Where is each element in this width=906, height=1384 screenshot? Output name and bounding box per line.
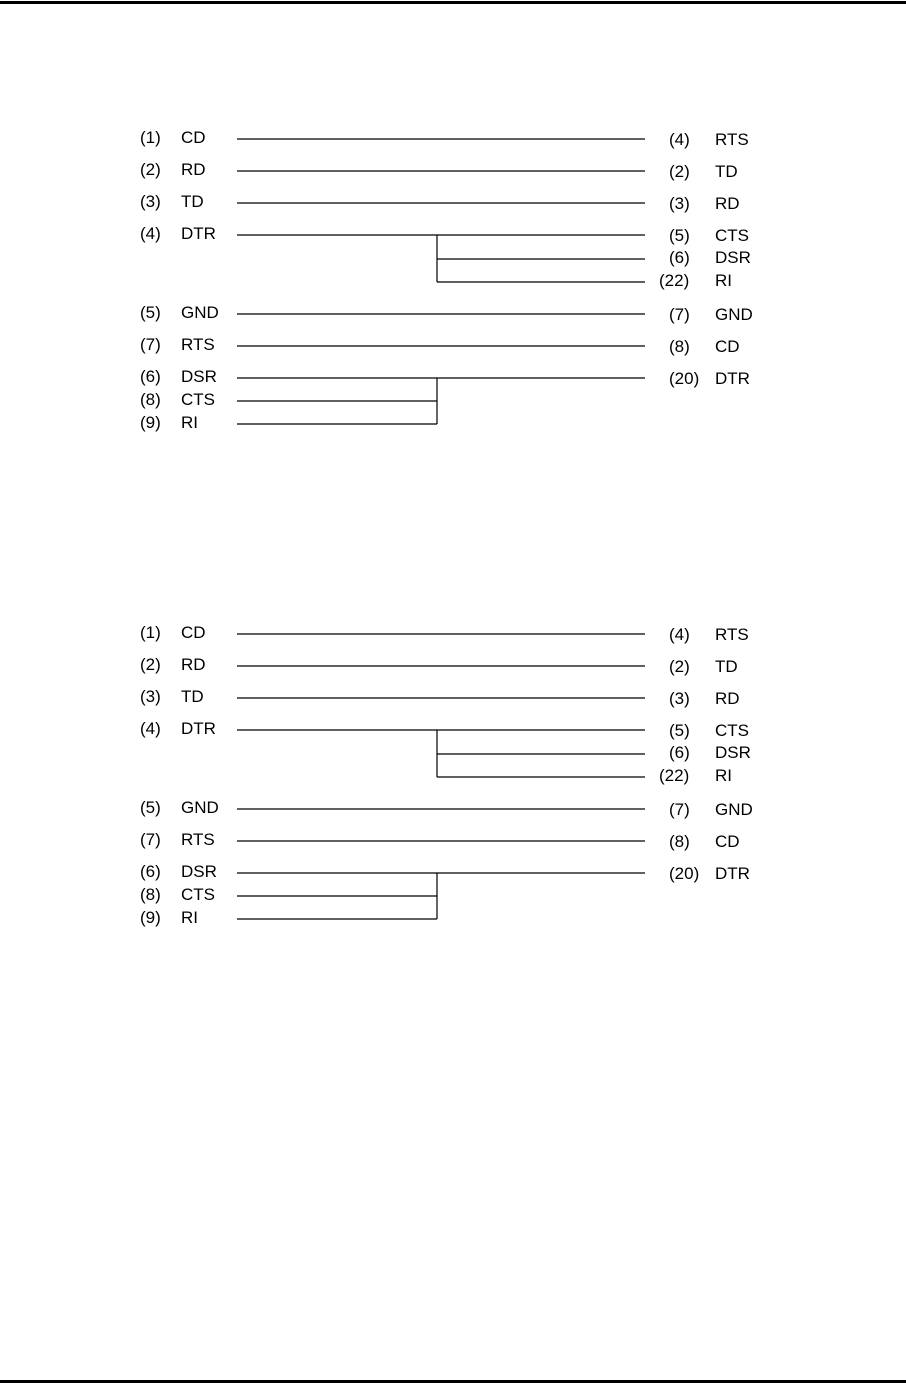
left-signal-label: DSR <box>181 862 217 881</box>
right-signal-label: CTS <box>715 226 749 245</box>
left-pin-number: (4) <box>140 224 161 243</box>
right-pin-number: (22) <box>659 766 690 785</box>
right-pin-number: (8) <box>669 337 690 356</box>
right-signal-label: RTS <box>715 130 749 149</box>
right-pin-number: (5) <box>669 226 690 245</box>
right-signal-label: GND <box>715 800 753 819</box>
left-pin-number: (3) <box>140 687 161 706</box>
left-pin-number: (1) <box>140 623 161 642</box>
left-signal-label: TD <box>181 192 204 211</box>
right-signal-label: CTS <box>715 721 749 740</box>
left-signal-label: GND <box>181 303 219 322</box>
right-pin-number: (4) <box>669 625 690 644</box>
wiring-diagram-1 <box>0 125 906 455</box>
right-pin-number: (2) <box>669 162 690 181</box>
left-signal-label: TD <box>181 687 204 706</box>
right-signal-label: GND <box>715 305 753 324</box>
right-signal-label: TD <box>715 657 738 676</box>
right-signal-label: TD <box>715 162 738 181</box>
wiring-diagram-2 <box>0 620 906 950</box>
left-pin-number: (2) <box>140 160 161 179</box>
right-pin-number: (7) <box>669 800 690 819</box>
left-signal-label: RD <box>181 160 206 179</box>
bottom-rule <box>0 1380 906 1383</box>
right-signal-label: RI <box>715 766 732 785</box>
right-pin-number: (2) <box>669 657 690 676</box>
left-pin-number: (2) <box>140 655 161 674</box>
left-pin-number: (6) <box>140 862 161 881</box>
left-signal-label: RI <box>181 413 198 432</box>
left-pin-number: (7) <box>140 830 161 849</box>
left-pin-number: (3) <box>140 192 161 211</box>
left-pin-number: (5) <box>140 798 161 817</box>
right-signal-label: RI <box>715 271 732 290</box>
left-pin-number: (8) <box>140 390 161 409</box>
right-pin-number: (7) <box>669 305 690 324</box>
left-pin-number: (9) <box>140 908 161 927</box>
right-signal-label: CD <box>715 832 740 851</box>
right-signal-label: RD <box>715 194 740 213</box>
left-signal-label: RI <box>181 908 198 927</box>
left-signal-label: DSR <box>181 367 217 386</box>
right-pin-number: (22) <box>659 271 690 290</box>
right-signal-label: DTR <box>715 864 750 883</box>
left-pin-number: (5) <box>140 303 161 322</box>
left-pin-number: (8) <box>140 885 161 904</box>
left-signal-label: RTS <box>181 335 215 354</box>
right-signal-label: DSR <box>715 248 751 267</box>
right-pin-number: (4) <box>669 130 690 149</box>
right-pin-number: (3) <box>669 194 690 213</box>
left-signal-label: CD <box>181 128 206 147</box>
left-signal-label: DTR <box>181 719 216 738</box>
left-pin-number: (4) <box>140 719 161 738</box>
left-signal-label: GND <box>181 798 219 817</box>
left-signal-label: CTS <box>181 390 215 409</box>
right-pin-number: (8) <box>669 832 690 851</box>
right-signal-label: RTS <box>715 625 749 644</box>
right-pin-number: (20) <box>669 864 700 883</box>
right-signal-label: DTR <box>715 369 750 388</box>
right-signal-label: RD <box>715 689 740 708</box>
left-signal-label: RTS <box>181 830 215 849</box>
left-pin-number: (6) <box>140 367 161 386</box>
left-pin-number: (9) <box>140 413 161 432</box>
left-pin-number: (1) <box>140 128 161 147</box>
right-signal-label: DSR <box>715 743 751 762</box>
right-pin-number: (5) <box>669 721 690 740</box>
left-signal-label: DTR <box>181 224 216 243</box>
right-pin-number: (20) <box>669 369 700 388</box>
right-pin-number: (3) <box>669 689 690 708</box>
top-rule <box>0 1 906 4</box>
right-signal-label: CD <box>715 337 740 356</box>
left-signal-label: RD <box>181 655 206 674</box>
right-pin-number: (6) <box>669 743 690 762</box>
left-signal-label: CD <box>181 623 206 642</box>
left-signal-label: CTS <box>181 885 215 904</box>
right-pin-number: (6) <box>669 248 690 267</box>
left-pin-number: (7) <box>140 335 161 354</box>
